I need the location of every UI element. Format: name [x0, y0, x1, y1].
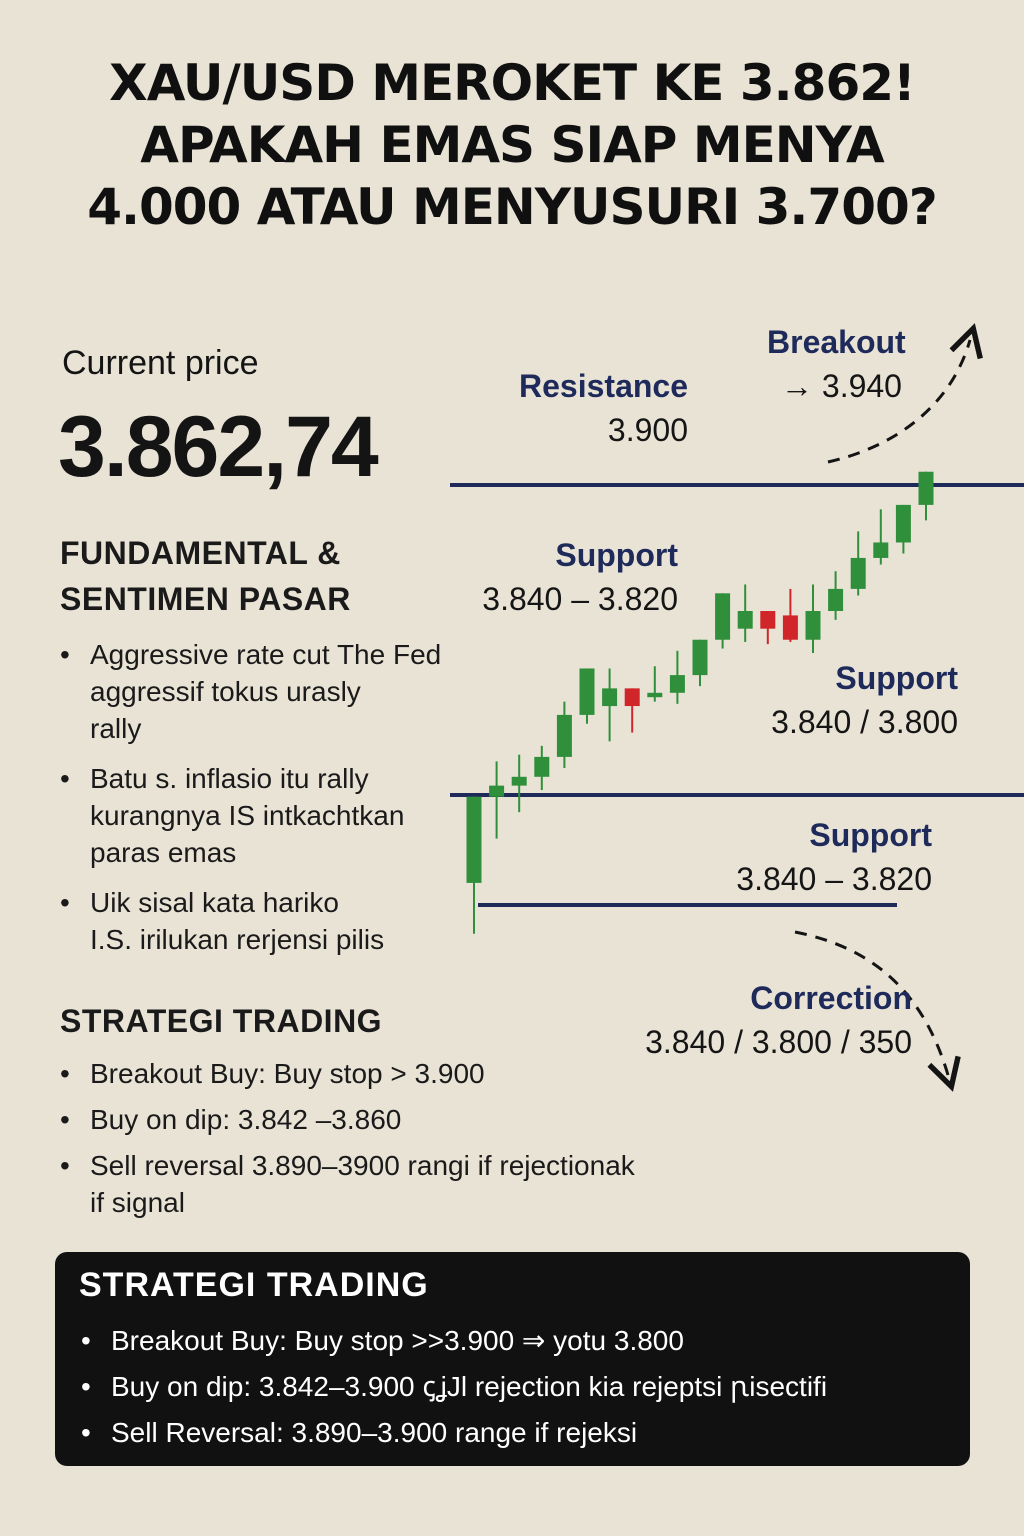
- box-title: STRATEGI TRADING: [79, 1266, 429, 1304]
- candle-bullish: [580, 668, 595, 714]
- breakout-label: Breakout: [767, 324, 906, 360]
- box-item: • Breakout Buy: Buy stop >>3.900 ⇒ yotu 3.800: [79, 1318, 827, 1364]
- fundamental-title-line-1: FUNDAMENTAL &: [60, 535, 341, 571]
- correction-label: Correction: [750, 980, 912, 1016]
- support-label-2: Support: [835, 660, 958, 696]
- strategy-item-line: • Sell reversal 3.890–3900 rangi if rejectionak: [90, 1150, 635, 1181]
- breakout-value: → 3.940: [781, 368, 902, 404]
- strategy-item-line: if signal: [90, 1187, 185, 1218]
- candle-bullish: [873, 542, 888, 557]
- fundamental-item-line: • Batu s. inflasio itu rally: [90, 763, 369, 794]
- support-annotation-2: [752, 656, 958, 744]
- candle-bullish: [896, 505, 911, 543]
- candle-bullish: [557, 715, 572, 757]
- support-value-2: 3.840 / 3.800: [771, 704, 958, 740]
- candle-bullish: [670, 675, 685, 693]
- headline: [0, 52, 1024, 238]
- candle-bearish: [760, 611, 775, 629]
- fundamental-item-line: aggressif tokus urasly: [90, 676, 361, 707]
- candle-bullish: [489, 786, 504, 797]
- current-price-label: Current price: [62, 344, 259, 382]
- support-label-1: Support: [555, 537, 678, 573]
- headline-line-1: XAU/USD MEROKET KE 3.862!: [109, 54, 915, 112]
- support-value-1: 3.840 – 3.820: [482, 581, 678, 617]
- support-annotation-3: [706, 813, 932, 901]
- correction-value: 3.840 / 3.800 / 350: [645, 1024, 912, 1060]
- candle-bullish: [715, 593, 730, 639]
- support-label-3: Support: [809, 817, 932, 853]
- resistance-value: 3.900: [607, 412, 688, 448]
- candle-bullish: [467, 797, 482, 883]
- strategy-item: [60, 1147, 635, 1221]
- strategy-list: [60, 1055, 635, 1230]
- fundamental-item-line: • Uik sisal kata hariko: [90, 887, 339, 918]
- strategy-title: STRATEGI TRADING: [60, 1003, 383, 1039]
- box-item: • Sell Reversal: 3.890–3.900 range if rejeksi: [79, 1410, 827, 1456]
- candle-bullish: [851, 558, 866, 589]
- candle-bullish: [534, 757, 549, 777]
- strategy-item-line: • Buy on dip: 3.842 –3.860: [90, 1104, 402, 1135]
- resistance-annotation: [510, 364, 688, 452]
- headline-line-3: 4.000 ATAU MENYUSURI 3.700?: [87, 178, 937, 236]
- strategy-item: [60, 1055, 635, 1092]
- strategy-item: [60, 1101, 635, 1138]
- support-annotation-1: [470, 533, 678, 621]
- fundamental-item-line: paras emas: [90, 837, 237, 868]
- fundamental-item-line: • Aggressive rate cut The Fed: [90, 639, 442, 670]
- current-price-value: 3.862,74: [58, 399, 377, 495]
- fundamental-item: [60, 760, 441, 871]
- candle-bullish: [693, 640, 708, 675]
- support-value-3: 3.840 – 3.820: [736, 861, 932, 897]
- candle-bearish: [783, 615, 798, 639]
- candle-bullish: [919, 472, 934, 505]
- correction-annotation: [630, 976, 912, 1064]
- breakout-annotation: [767, 320, 906, 408]
- fundamental-item-line: I.S. irilukan rerjensi pilis: [90, 924, 385, 955]
- candle-bullish: [647, 693, 662, 697]
- strategy-summary-box: [55, 1252, 970, 1466]
- fundamental-title-line-2: SENTIMEN PASAR: [60, 581, 351, 617]
- candle-bearish: [625, 688, 640, 706]
- fundamental-item: [60, 636, 441, 747]
- fundamental-item-line: kurangnya IS intkachtkan: [90, 800, 405, 831]
- candle-bullish: [602, 688, 617, 706]
- fundamental-list: [60, 636, 441, 971]
- candle-bullish: [828, 589, 843, 611]
- box-list: [79, 1318, 827, 1456]
- candle-bullish: [806, 611, 821, 640]
- headline-line-2: APAKAH EMAS SIAP MENYA: [140, 116, 884, 174]
- resistance-label: Resistance: [519, 368, 688, 404]
- box-item: • Buy on dip: 3.842–3.900 ꞔʝJl rejection kia rejeptsi ꞃisectifi: [79, 1364, 827, 1410]
- fundamental-title: [60, 530, 351, 622]
- candle-bullish: [738, 611, 753, 629]
- fundamental-item-line: rally: [90, 713, 142, 744]
- fundamental-item: [60, 884, 441, 958]
- candle-bullish: [512, 777, 527, 786]
- strategy-item-line: • Breakout Buy: Buy stop > 3.900: [90, 1058, 485, 1089]
